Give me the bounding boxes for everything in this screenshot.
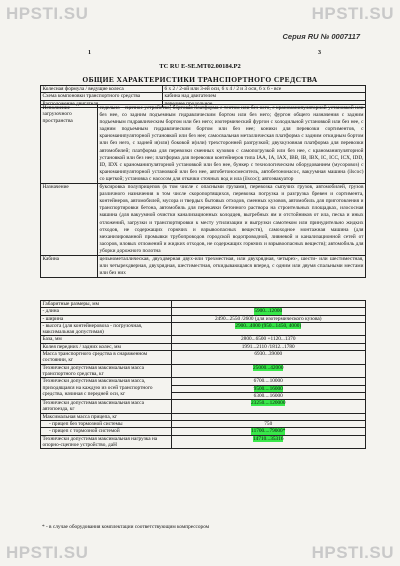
row-key: Технически допустимая максимальная нагрузка на опорно-сцепное устройство, даН xyxy=(41,435,172,449)
row-value: седельно - сцепное устройство; бортовая платформа с тентом или без него, с краноманипуляторной установкой или без нее, со задним подъемным гидравлическим бортом или без него; фургон общего назначения с задним подъемным гидравлическим бортом или без него; изотермический фургон с холодильной установкой или без нее, с задним подъемным гидравлическим бортом или без нее; коники для перевозки сортиментов, с краноманипуляторной установкой или без нее; самосвальная металлическая платформа с задним откидным бортом или без него, с задней и(или) боковой и(или) трехсторонней разгрузкой; двухкузовная платформа для перевозки автомобилей; платформа для перевозки сменных кузовов с самопогрузкой или без нее, с краноманипуляторной установкой или без нее; платформа для перевозки контейнеров типа IAA, IA, IAX, IBB, IB, IBX, IC, ICC, ICX, IDD, ID, IDX с краноманипуляторной установкой или без нее, бункер с технологическим оборудованием (мусоровоз) с краноманипуляторной установкой или без нее, автобетоносмеситель, автобетононасос, вакуумная машина (ilsсос) со щеткой; установка с насосом для откачки сточных вод и ила (ilsсос); автоэвакуатор xyxy=(99,105,364,182)
row-key: Кабина xyxy=(41,255,98,277)
row-key: Технически допустимая максимальная масса, приходящаяся на каждую из осей транспортного средства, начиная с передней оси, кг xyxy=(41,378,172,400)
watermark: HPSTI.SU xyxy=(6,4,89,23)
dimensions-table xyxy=(40,300,366,449)
watermark: HPSTI.SU xyxy=(311,543,394,562)
row-value: 6700....10000 xyxy=(171,378,366,385)
table-row xyxy=(41,351,366,365)
section-title: ОБЩИЕ ХАРАКТЕРИСТИКИ ТРАНСПОРТНОГО СРЕДСТВА xyxy=(82,75,318,84)
page-number-left: 1 xyxy=(88,50,91,56)
table-row xyxy=(41,86,366,93)
table-row xyxy=(41,184,366,256)
highlighted-value: 5900...12000 xyxy=(254,308,283,315)
table-row xyxy=(41,364,366,378)
row-value: 1991...2110 /1812...1780 xyxy=(171,343,366,350)
table-row xyxy=(41,413,366,420)
body-variants-table xyxy=(40,104,366,278)
watermark: HPSTI.SU xyxy=(6,543,89,562)
row-key: Технически допустимая максимальная масса автопоезда, кг xyxy=(41,400,172,414)
certificate-code: TC RU E-SE.MT02.00184.P2 xyxy=(159,63,241,70)
row-value xyxy=(171,413,366,420)
row-key: Расположение двигателя xyxy=(41,100,163,107)
row-key: Технически допустимая максимальная масса транспортного средства, кг xyxy=(41,364,172,378)
table-row xyxy=(41,400,366,414)
row-value: 6930...39000 xyxy=(171,351,366,365)
row-value: буксировка полуприцепов (в том числе с опасными грузами), перевозка сыпучих грузов, автомобилей, грузов различного назначения в том числе скоропортящихся, перевозка погрузка и разгрузка бревен и сортимента, контейнеров, автомобилей, мусора и твердых бытовых отходов, сменных кузовов, автомобиль для приготовления и транспортировки бетона, автомобиль для перекачки бетонного раствора на строительных площадках, илососная машина (для вакуумной очистки канализационных колодцев, выгребных ям и отстойников от ила, песка и иных отложений, загрузки и транспортировки к месту утилизации и выгрузки самотеком или принудительно жидких отходов, не содержащих горючих и взрывоопасных веществ), самоходное монтажная машина (для механизированной промывки трубопроводов городской водопроводной, ливневой и канализационной сетей от засоров, иловых отложений и жидких отходов, не содержащих горючих и взрывоопасных веществ); автомобиль для уборки дорожного полотна xyxy=(99,184,364,254)
row-key: Максимальная масса прицепа, кг xyxy=(41,413,172,420)
row-key: Схема компоновки транспортного средства xyxy=(41,93,163,100)
table-row xyxy=(41,322,366,336)
row-value xyxy=(171,364,366,378)
highlighted-value: 2900...4000 (950...1450, 4000) xyxy=(235,322,302,329)
row-key: Масса транспортного средства в снаряженном состоянии, кг xyxy=(41,351,172,365)
table-row xyxy=(41,105,366,184)
row-key: - ширина xyxy=(41,315,172,322)
table-row xyxy=(41,93,366,100)
table-row xyxy=(41,315,366,322)
row-key: Назначение xyxy=(41,184,98,256)
highlighted-value: 11700....79000* xyxy=(251,428,286,435)
row-value xyxy=(171,435,366,449)
row-key: - прицеп с тормозной системой xyxy=(41,428,172,435)
table-row xyxy=(41,378,366,385)
row-value xyxy=(171,322,366,336)
row-key: Колесная формула / ведущие колеса xyxy=(41,86,163,93)
table-row xyxy=(41,308,366,315)
table-row xyxy=(41,301,366,308)
row-value: 2800...6500 +1120...1370 xyxy=(171,336,366,343)
row-value: 6300....16000 xyxy=(171,392,366,399)
row-key: - прицеп без тормозной системы xyxy=(41,421,172,428)
row-value: цельнометаллическая, двухдверная двух-или трехместная, или двухрядная, четырех-, шести- или шестиместная, или четырехдверная, двухрядная, шестиместная, откидывающаяся вперед, с одним или двумя спальными местами или без них xyxy=(99,255,364,277)
row-value xyxy=(171,385,366,392)
highlighted-value: 14710...35316 xyxy=(253,435,284,442)
row-value: переднее продольное xyxy=(163,100,366,107)
serial-number: Серия RU № 0007117 xyxy=(282,32,360,41)
row-key: Габаритные размеры, мм xyxy=(41,301,172,308)
row-value: 750 xyxy=(171,421,366,428)
highlighted-value: 9500....16000 xyxy=(253,385,283,392)
row-key: - высота (для контейнеровоза - погрузочная, максимальная допустимая) xyxy=(41,322,172,336)
footnote: * - в случае оборудования комплектации соответствующим компрессором xyxy=(42,524,210,530)
row-key: Колея передних / задних колес, мм xyxy=(41,343,172,350)
row-key: База, мм xyxy=(41,336,172,343)
row-value xyxy=(171,428,366,435)
row-value xyxy=(171,308,366,315)
table-row xyxy=(41,336,366,343)
table-row xyxy=(41,421,366,428)
table-row xyxy=(41,343,366,350)
row-key: - длина xyxy=(41,308,172,315)
row-value: кабина над двигателем xyxy=(163,93,366,100)
page-number-right: 3 xyxy=(318,50,321,56)
highlighted-value: 25000...42000 xyxy=(253,364,284,371)
row-key: Исполнение загрузочного пространства xyxy=(41,105,98,184)
row-value: 6 х 2 / 2-ой или 3-ей оси, 6 х 4 / 2 и 3 оси, 6 х 6 - все xyxy=(163,86,366,93)
highlighted-value: 23250....120000 xyxy=(251,400,286,407)
row-value: 2490...2550 /2600 (для изотермического кузова) xyxy=(171,315,366,322)
table-row xyxy=(41,255,366,277)
row-value xyxy=(171,400,366,414)
watermark: HPSTI.SU xyxy=(311,4,394,23)
row-value xyxy=(171,301,366,308)
table-row xyxy=(41,428,366,435)
table-row xyxy=(41,435,366,449)
